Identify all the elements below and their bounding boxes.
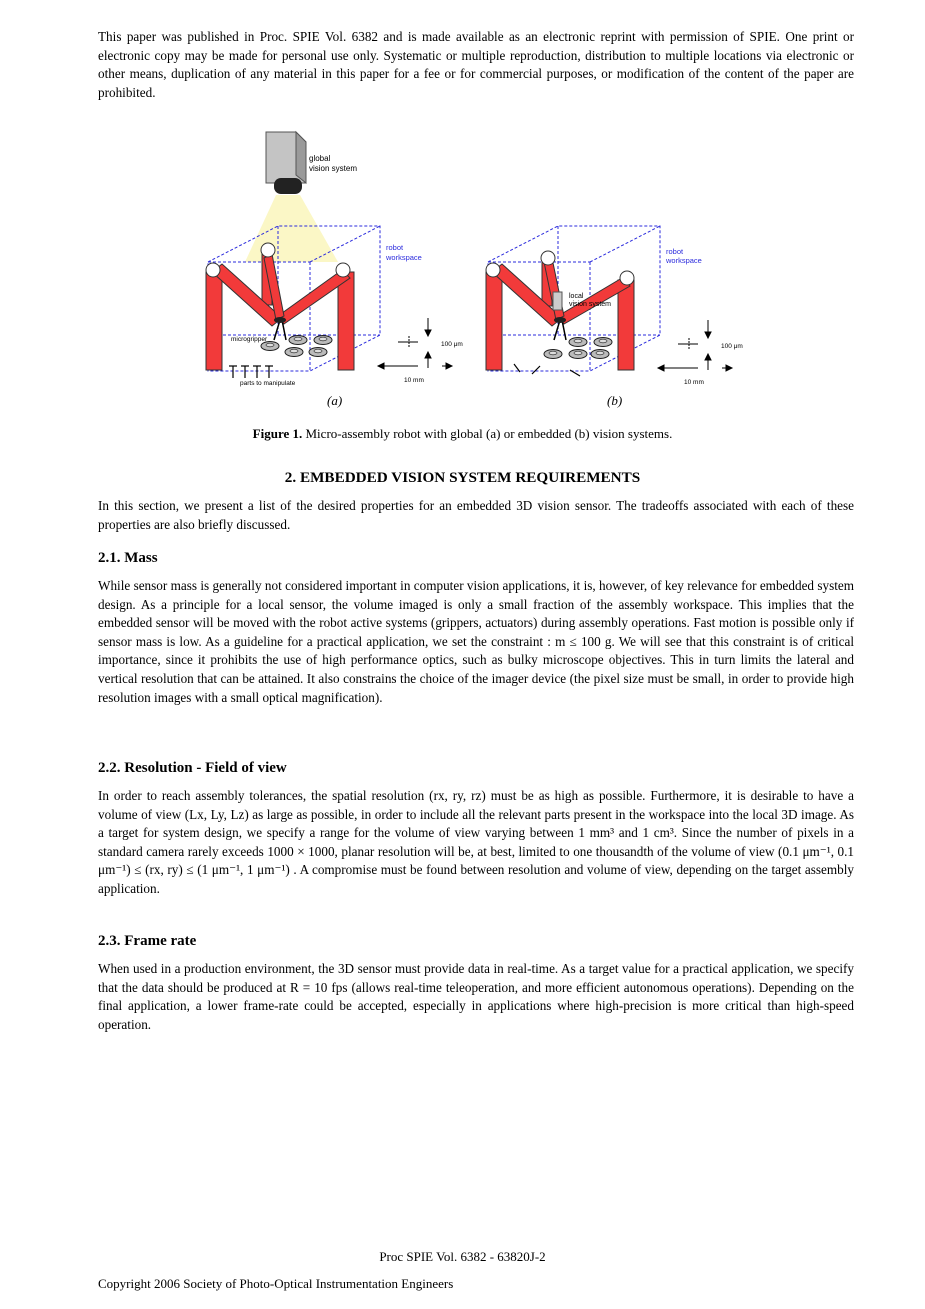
subsection-mass-title: 2.1. Mass bbox=[98, 550, 158, 566]
page-footer: Proc SPIE Vol. 6382 - 63820J-2 bbox=[379, 1249, 546, 1264]
svg-text:100 μm: 100 μm bbox=[441, 341, 463, 348]
svg-text:workspace: workspace bbox=[386, 253, 422, 262]
figure-1-illustration bbox=[0, 0, 925, 420]
light-cone bbox=[245, 195, 338, 262]
figure-caption bbox=[0, 426, 925, 442]
section-intro: In this section, we present a list of the desired properties for an embedded 3D vision sensor. The tradeoffs associated with each of these properties are also briefly discussed. bbox=[98, 498, 854, 532]
svg-text:10 mm: 10 mm bbox=[404, 377, 424, 384]
subsection-resolution-text: In order to reach assembly tolerances, the spatial resolution (rx, ry, rz) must be as high as possible. Furthermore, it is desirable to have a volume of view (Lx, Ly, Lz) as large as possible, in order to include all the relevant parts present in the workspace into the local 3D image. As a target for system design, we specify a range for the volume of view varying between 1 mm³ and 1 cm³. Since the number of pixels in a standard camera rarely exceeds 1000 × 1000, planar resolution will be, at best, limited to one thousandth of the volume of view (0.1 μm⁻¹, 0.1 μm⁻¹) ≤ (rx, ry) ≤ (1 μm⁻¹, 1 μm⁻¹) . A compromise must be found between resolution and volume of view, depending on the target assembly application. bbox=[98, 788, 854, 896]
local-camera-icon bbox=[553, 292, 562, 310]
svg-text:global: global bbox=[309, 154, 331, 163]
subsection-resolution-title: 2.2. Resolution - Field of view bbox=[98, 760, 287, 776]
section-title: 2. EMBEDDED VISION SYSTEM REQUIREMENTS bbox=[284, 469, 641, 486]
svg-text:vision system: vision system bbox=[569, 301, 612, 308]
caption-text: Micro-assembly robot with global (a) or embedded (b) vision systems. bbox=[305, 426, 673, 441]
subsection-framerate-text: When used in a production environment, the 3D sensor must provide data in real-time. As a target value for a practical application, we specify that the data should be produced at R = 10 fps (allows real-time teleoperation, and more efficient autonomous operations). Depending on the final application, a lower frame-rate could be accepted, especially in applications where high-precision is more critical than high-speed operation. bbox=[98, 961, 854, 1032]
subsection-framerate-title: 2.3. Frame rate bbox=[98, 933, 197, 949]
caption-label: Figure 1. bbox=[252, 426, 303, 441]
svg-text:microgripper: microgripper bbox=[231, 336, 268, 343]
subsection-mass-text: While sensor mass is generally not considered important in computer vision applications, it is, however, of key relevance for embedded system design. As a principle for a local sensor, the volume imaged is only a small fraction of the assembly workspace. This implies that the embedded sensor will be moved with the robot active systems (grippers, actuators) during assembly operations. Fast motion is possible only if sensor mass is low. As a guideline for a practical application, we set the constraint : m ≤ 100 g. We will see that this constraint is of critical importance, since it prohibits the use of high performance optics, such as bulky microscope objectives. This in turn limits the lateral and vertical resolution that can be attained. It also constrains the choice of the imager device (the pixel size must be small, in order to provide high resolution images with a small optical magnification). bbox=[98, 578, 854, 705]
copyright-notice: This paper was published in Proc. SPIE Vol. 6382 and is made available as an electronic reprint with permission of SPIE. One print or electronic copy may be made for personal use only. Systematic or multiple reproduction, distribution to multiple locations via electronic or other means, duplication of any material in this paper for a fee or for commercial purposes, or modification of the content of the paper are prohibited. bbox=[98, 29, 854, 100]
svg-text:robot: robot bbox=[386, 243, 404, 252]
svg-text:10 mm: 10 mm bbox=[684, 379, 704, 386]
svg-text:parts to manipulate: parts to manipulate bbox=[240, 380, 296, 387]
svg-text:vision system: vision system bbox=[309, 164, 358, 173]
subfigure-a-label: (a) bbox=[327, 393, 343, 408]
subfigure-b-label: (b) bbox=[607, 393, 623, 408]
panel-b-drawing bbox=[486, 226, 743, 386]
copyright-footer: Copyright 2006 Society of Photo-Optical Instrumentation Engineers bbox=[98, 1276, 454, 1291]
svg-text:workspace: workspace bbox=[666, 256, 702, 265]
svg-text:100 μm: 100 μm bbox=[721, 343, 743, 350]
svg-text:robot: robot bbox=[666, 247, 684, 256]
panel-a-drawing bbox=[206, 132, 463, 387]
svg-text:local: local bbox=[569, 293, 584, 300]
